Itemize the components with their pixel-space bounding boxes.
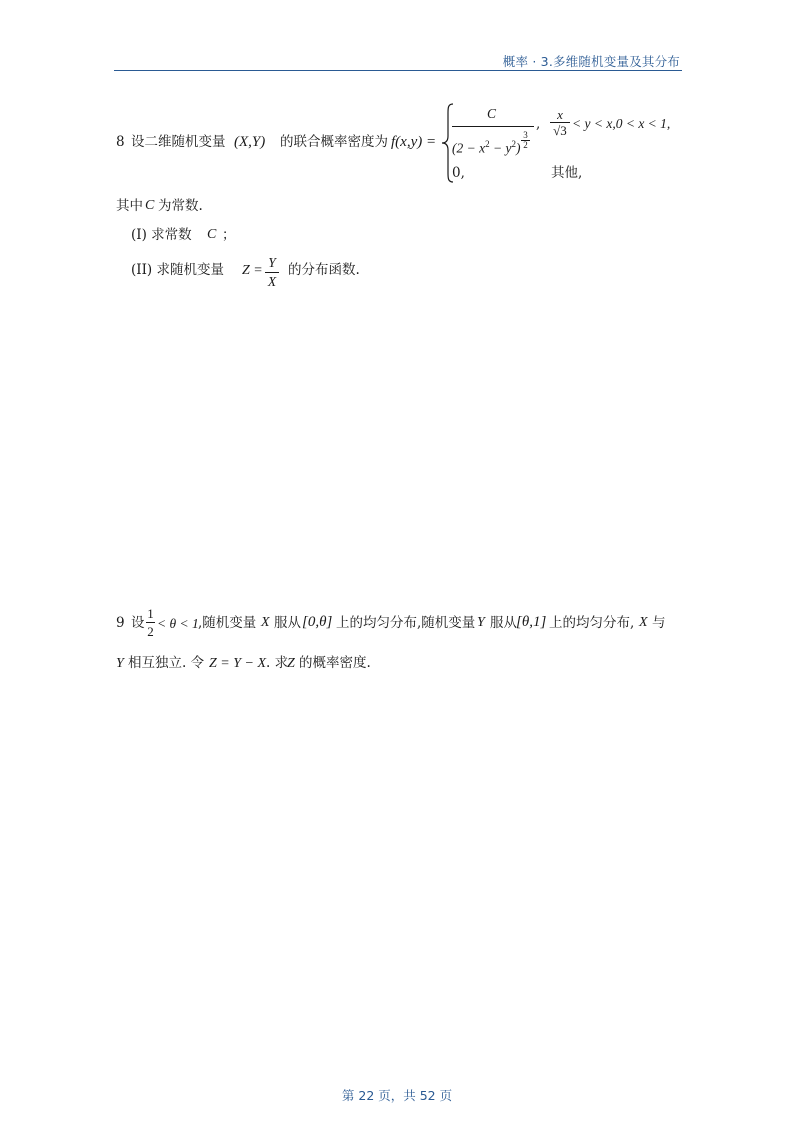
q9-line2-c: 的概率密度. <box>299 655 371 671</box>
q9-x-var: X <box>261 615 270 630</box>
q8-case1-fraction-bar <box>452 126 534 127</box>
q8-part1-end: ； <box>222 227 236 243</box>
q8-case2-value: 0, <box>452 165 465 181</box>
q9-frac-bar <box>146 622 155 623</box>
q8-const-suffix: 为常数. <box>158 198 203 214</box>
q8-part2-lhs: Z = <box>242 263 263 278</box>
q9-line1-a: ,随机变量 <box>198 615 257 631</box>
q8-exp-num: 3 <box>523 130 528 140</box>
q8-cond1-den: √3 <box>553 123 567 138</box>
q8-part2-bar <box>265 272 279 273</box>
q9-line1-f: 与 <box>652 615 666 631</box>
q9-line1-d: 服从 <box>490 615 517 631</box>
q8-part2-end: 的分布函数. <box>288 262 360 278</box>
q9-interval-1: [0,θ] <box>302 614 333 630</box>
q8-intro2: 的联合概率密度为 <box>280 134 388 150</box>
q9-x-var-2: X <box>639 615 648 630</box>
q9-frac-den: 2 <box>147 624 154 639</box>
q9-y-var: Y <box>477 615 485 630</box>
q9-line1-c: 上的均匀分布,随机变量 <box>336 615 476 631</box>
q8-pair: (X,Y) <box>234 134 266 150</box>
q9-line2-b: . 求 <box>266 655 289 671</box>
q8-case2-condition: 其他, <box>551 165 583 181</box>
q9-number: 9 <box>116 615 125 631</box>
q9-frac-num: 1 <box>147 606 154 621</box>
q8-part1-label: (I) 求常数 <box>131 227 192 243</box>
q9-line2-a: 相互独立. 令 <box>128 655 205 671</box>
q8-part1-var: C <box>207 227 217 242</box>
q8-cond1-fraction <box>550 108 570 137</box>
q8-case1-sep: , <box>536 116 541 132</box>
page-footer: 第 22 页，共 52 页 <box>341 1088 453 1103</box>
q8-part2-num: Y <box>268 255 276 270</box>
q8-sup-y: 2 <box>511 139 516 149</box>
q8-case1-denominator <box>452 140 520 155</box>
q9-line1-b: 服从 <box>274 615 301 631</box>
q9-y-var-2: Y <box>116 656 124 671</box>
q8-exponent-fraction <box>521 131 530 150</box>
q8-const-prefix: 其中 <box>116 198 143 214</box>
q8-part2-fraction <box>265 256 279 288</box>
q9-interval-2: [θ,1] <box>516 614 547 630</box>
q9-z-var: Z <box>287 656 295 671</box>
header-rule <box>114 70 682 71</box>
q8-cond1-num: x <box>557 107 563 122</box>
q9-z-definition: Z = Y − X <box>209 656 267 671</box>
q9-inequality: < θ < 1 <box>157 616 199 631</box>
q8-den-part-c: ) <box>515 140 521 156</box>
q9-line1-e: 上的均匀分布, <box>549 615 635 631</box>
q8-const-var: C <box>145 198 155 213</box>
q9-fraction <box>146 607 155 638</box>
q8-case1-numerator: C <box>487 106 497 121</box>
q9-intro: 设 <box>131 615 145 631</box>
q8-den-part-b: − y <box>489 140 512 156</box>
q8-part2-label: (II) 求随机变量 <box>131 262 224 278</box>
q8-number: 8 <box>116 134 125 150</box>
q8-den-part-a: (2 − x <box>452 140 486 156</box>
q8-sup-x: 2 <box>485 139 490 149</box>
q8-func: f(x,y) = <box>391 134 437 150</box>
q8-exp-den: 2 <box>523 140 528 150</box>
q8-intro: 设二维随机变量 <box>131 134 226 150</box>
q8-cond1-rest: < y < x,0 < x < 1, <box>572 116 671 131</box>
header-title: 概率 · 3.多维随机变量及其分布 <box>502 54 680 69</box>
q8-part2-den: X <box>267 273 277 289</box>
